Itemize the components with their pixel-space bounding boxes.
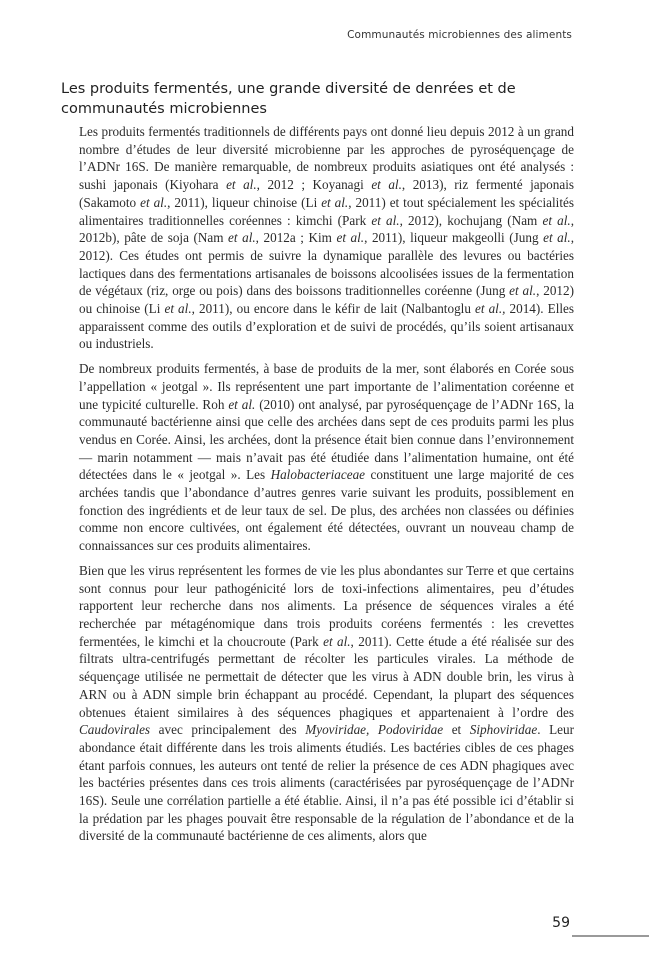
text-run: (2010) ont analysé, par pyroséquençage de l’ADNr 16S, la communauté bactérienne ainsi que celle des archées dans sept de ces produits parmi les plus vendus en Corée. Ainsi, les archées, dont la présence était bien connue dans l’environnement — marin notamment — mais n’avait pas été étudiée dans l’alimentation humaine, ont été détectées dans le « jeotgal ». Les: [79, 396, 574, 483]
paragraph-3: [79, 562, 574, 845]
section-title: Les produits fermentés, une grande diversité de denrées et de communautés microbiennes: [61, 81, 516, 117]
italic-run: et al.: [336, 230, 365, 246]
text-run: , 2011). Cette étude a été réalisée sur des filtrats ultra-centrifugés permettant de récolter les particules virales. La méthode de séquençage utilisée ne permettait de détecter que les virus à ADN double brin, les virus à ARN ou à ADN simple brin échappant au procédé. Cependant, la plupart des séquences obtenues étaient similaires à des séquences phagiques et appartenaient à l’ordre des: [79, 633, 574, 720]
italic-run: et al.: [228, 230, 256, 246]
italic-run: Siphoviridae: [469, 722, 538, 738]
italic-run: et al.: [228, 396, 256, 412]
italic-run: et al.: [164, 301, 192, 317]
text-run: , 2011), liqueur makgeolli (Jung: [364, 230, 544, 246]
text-run: De nombreux produits fermentés, à base de produits de la mer, sont élaborés en Corée sous l’appellation « jeotgal ». Ils représentent une part importante de l’alimentation coréenne et une typicité culturelle. Roh: [79, 361, 574, 412]
italic-run: et al.: [140, 194, 168, 210]
text-run: . Leur abondance était différente dans les trois aliments étudiés. Les bactéries cibles de ces phages étant parfois connues, les auteurs ont tenté de relier la présence de ces ADN phagiques avec les bactéries présentes dans ces trois aliments (caractérisées par pyroséquençage de l’ADNr 16S). Seule une corrélation partielle a été établie. Ainsi, il n’a pas été possible ici d’établir si la prédation par les phages pouvait être responsable de la régulation de l’abondance et de la diversité de la communauté bactérienne de ces aliments, alors que: [79, 722, 574, 844]
text-run: , 2011), ou encore dans le kéfir de lait (Nalbantoglu: [191, 301, 475, 317]
text-run: , 2012b), pâte de soja (Nam: [79, 212, 574, 246]
italic-run: et al.: [509, 283, 537, 299]
text-run: constituent une large majorité de ces archées tandis que l’abondance d’autres genres varie suivant les produits, possiblement en fonction des ingrédients et de leur taux de sel. De plus, des archées non classées ou définies comme non encore cultivées, ont également été détectées, ouvrant un nouveau champ de connaissances sur ces produits alimentaires.: [79, 467, 574, 554]
page-number: 59: [552, 915, 570, 931]
text-run: , 2013), riz fermenté japonais (Sakamoto: [79, 177, 575, 210]
italic-run: et al.: [323, 633, 351, 649]
italic-run: et al.: [543, 230, 571, 246]
text-run: 2014). Elles apparaissent comme des outils d’exploration et de suivi de procédés, qu’ils soient artisanaux ou industriels.: [79, 301, 575, 352]
italic-run: et al.: [542, 212, 571, 228]
text-run: , 2012), kochujang (Nam: [399, 212, 543, 228]
text-run: , 2011), liqueur chinoise (Li: [167, 194, 322, 210]
text-run: , 2012). Ces études ont permis de suivre la dynamique parallèle des levures ou bactéries lactiques dans des fermentations artisanales de boissons alcoolisées issues de la fermentation de végétaux (riz, orge ou pois) dans des boissons traditionnelles coréenne (Jung: [79, 230, 575, 299]
text-run: avec principalement des: [150, 722, 306, 738]
text-run: , 2012) ou chinoise (Li: [79, 283, 574, 317]
text-run: Les produits fermentés traditionnels de différents pays ont donné lieu depuis 2012 à un grand nombre d’études de leur diversité microbienne par les approches de pyroséquençage de l’ADNr 16S. De manière remarquable, de nombreux produits asiatiques ont été analysés : sushi japonais (Kiyohara: [79, 124, 574, 193]
text-run: Bien que les virus représentent les formes de vie les plus abondantes sur Terre et que certains sont connus pour leur pathogénicité lors de toxi-infections alimentaires, peu d’études rapportent leur recherche dans nos aliments. La présence de séquences virales a été recherchée par métagénomique dans trois produits coréens fermentés : les crevettes fermentées, le kimchi et la choucroute (Park: [79, 562, 574, 649]
page-number-rule: [572, 935, 649, 937]
italic-run: et al.: [226, 177, 257, 193]
running-header: Communautés microbiennes des aliments: [347, 29, 572, 41]
italic-run: Caudovirales: [79, 722, 151, 738]
text-run: , 2011) et tout spécialement les spécialités alimentaires traditionnelles coréennes : kimchi (Park: [79, 194, 574, 228]
text-run: , 2012 ; Koyanagi: [256, 177, 372, 193]
paragraph-1: [79, 123, 574, 353]
body-text: [79, 123, 574, 852]
italic-run: et al.: [371, 177, 402, 193]
text-run: , 2012a ; Kim: [255, 230, 337, 246]
italic-run: Halobacteriaceae: [270, 467, 366, 483]
italic-run: et al.: [321, 194, 349, 210]
italic-run: et al.: [371, 212, 400, 228]
italic-run: et al.,: [475, 301, 506, 317]
italic-run: Myoviridae, Podoviridae: [305, 722, 444, 738]
text-run: et: [443, 722, 470, 738]
paragraph-2: [79, 360, 574, 555]
